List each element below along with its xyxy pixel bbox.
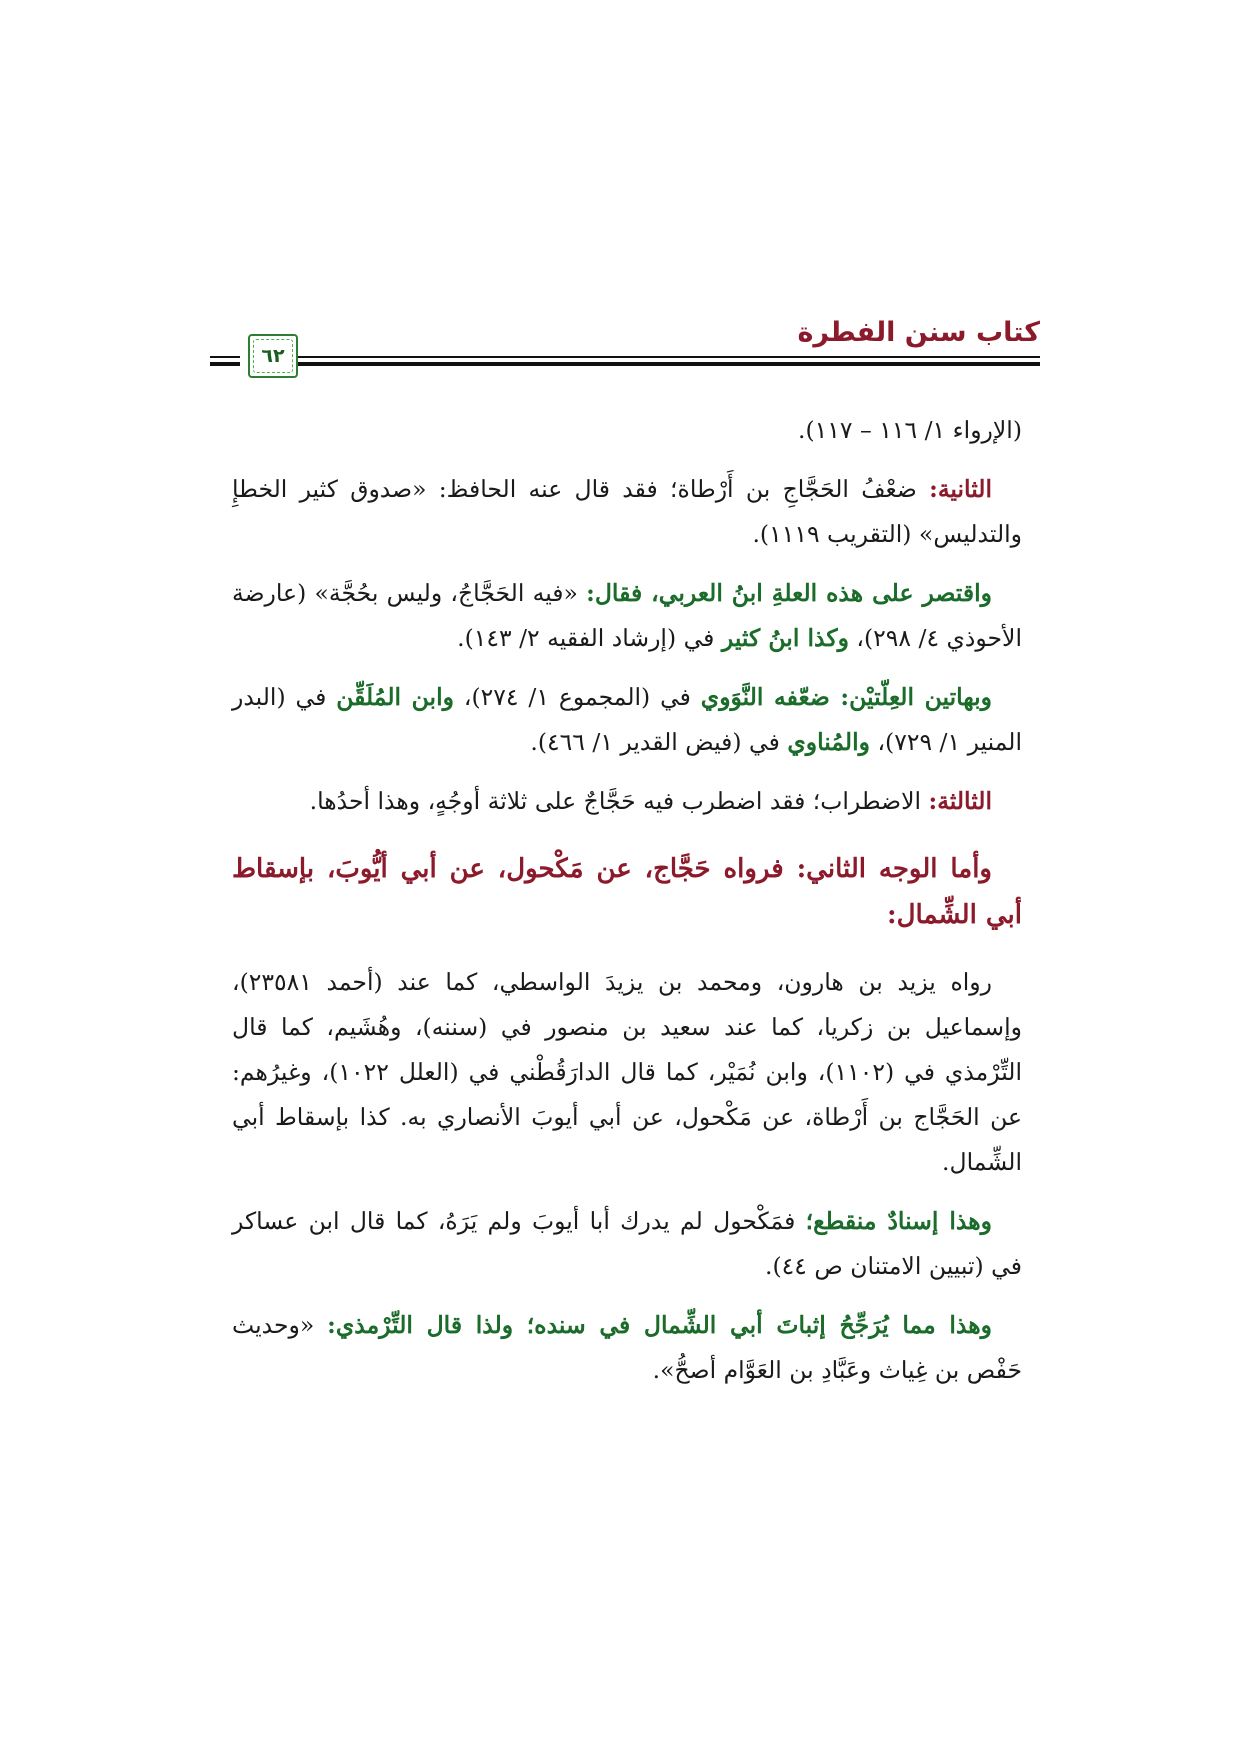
munawi-ref: في (فيض القدير ١/ ٤٦٦). xyxy=(530,728,788,756)
narrators-text: رواه يزيد بن هارون، ومحمد بن يزيدَ الواسطي، كما عند (أحمد ٢٣٥٨١)، وإسماعيل بن زكريا، كما عند سعيد بن منصور في (سننه)، وهُشَيم، كما قال التِّرْمذي في (١١٠٢)، وابن نُمَيْر، كما قال الدارَقُطْني في (العلل ١٠٢٢)، وغيرُهم: عن الحَجَّاج بن أَرْطاة، عن مَكْحول، عن أبي أيوبَ الأنصاري به. كذا بإسقاط أبي الشِّمال. xyxy=(232,968,1022,1176)
header-rule-left-thin xyxy=(210,356,240,358)
page-number: ٦٢ xyxy=(261,345,285,367)
page-header xyxy=(210,316,1040,386)
broken-chain-emphasis: وهذا إسنادٌ منقطع؛ xyxy=(805,1207,992,1235)
paragraph-narrators xyxy=(232,960,1022,1185)
nawawi-emphasis: وبهاتين العِلّتيْن: ضعّفه النَّوَوي xyxy=(700,683,992,711)
broken-chain-text: فمَكْحول لم يدرك أبا أيوبَ ولم يَرَهُ، كما قال ابن عساكر في (تبيين الامتنان ص ٤٤). xyxy=(232,1207,1022,1280)
reference-text: (الإرواء ١/ ١١٦ – ١١٧). xyxy=(798,416,1022,444)
header-rule-left-thick xyxy=(210,362,240,366)
paragraph-broken-chain xyxy=(232,1199,1022,1289)
page-number-badge xyxy=(248,334,298,378)
ibn-arabi-emphasis: واقتصر على هذه العلةِ ابنُ العربي، فقال: xyxy=(586,579,992,607)
paragraph-ibn-arabi xyxy=(232,571,1022,661)
book-title: كتاب سنن الفطرة xyxy=(797,317,1040,348)
second-reason-text: ضعْفُ الحَجَّاجِ بن أَرْطاة؛ فقد قال عنه الحافظ: «صدوق كثير الخطإِ والتدليس» (التقريب ١١١٩). xyxy=(232,475,1022,548)
ibn-arabi-quote: «فيه الحَجَّاجُ، وليس بحُجَّة» (عارضة الأحوذي ٤/ ٢٩٨)، xyxy=(232,579,1022,652)
third-reason-label: الثالثة: xyxy=(928,787,992,815)
paragraph-tirmidhi xyxy=(232,1303,1022,1393)
paragraph-nawawi xyxy=(232,675,1022,765)
tirmidhi-emphasis: وهذا مما يُرَجِّحُ إثباتَ أبي الشِّمال في سنده؛ ولذا قال التِّرْمذي: xyxy=(327,1311,992,1339)
ibn-mulaqqin-ref: في (البدر المنير ١/ ٧٢٩)، xyxy=(232,683,1022,756)
munawi-emphasis: والمُناوي xyxy=(787,728,870,756)
second-reason-label: الثانية: xyxy=(929,475,992,503)
ibn-mulaqqin-emphasis: وابن المُلَقِّن xyxy=(336,683,454,711)
ibn-kathir-emphasis: وكذا ابنُ كثير xyxy=(721,624,849,652)
nawawi-ref: في (المجموع ١/ ٢٧٤)، xyxy=(453,683,701,711)
paragraph-third-reason xyxy=(232,779,1022,824)
paragraph-reference xyxy=(232,408,1022,453)
section-heading: وأما الوجه الثاني: فرواه حَجَّاج، عن مَكْحول، عن أبي أيُّوبَ، بإسقاط أبي الشِّمال: xyxy=(232,854,1022,930)
third-reason-text: الاضطراب؛ فقد اضطرب فيه حَجَّاجٌ على ثلاثة أوجُهٍ، وهذا أحدُها. xyxy=(309,787,929,815)
header-rule-thin xyxy=(290,356,1040,358)
paragraph-second-reason xyxy=(232,467,1022,557)
header-rule-thick xyxy=(290,362,1040,366)
ibn-kathir-ref: في (إرشاد الفقيه ٢/ ١٤٣). xyxy=(457,624,722,652)
page-body xyxy=(232,408,1022,1407)
tirmidhi-quote: «وحديث حَفْص بن غِياث وعَبَّادِ بن العَوَّام أصحُّ». xyxy=(232,1311,1022,1384)
